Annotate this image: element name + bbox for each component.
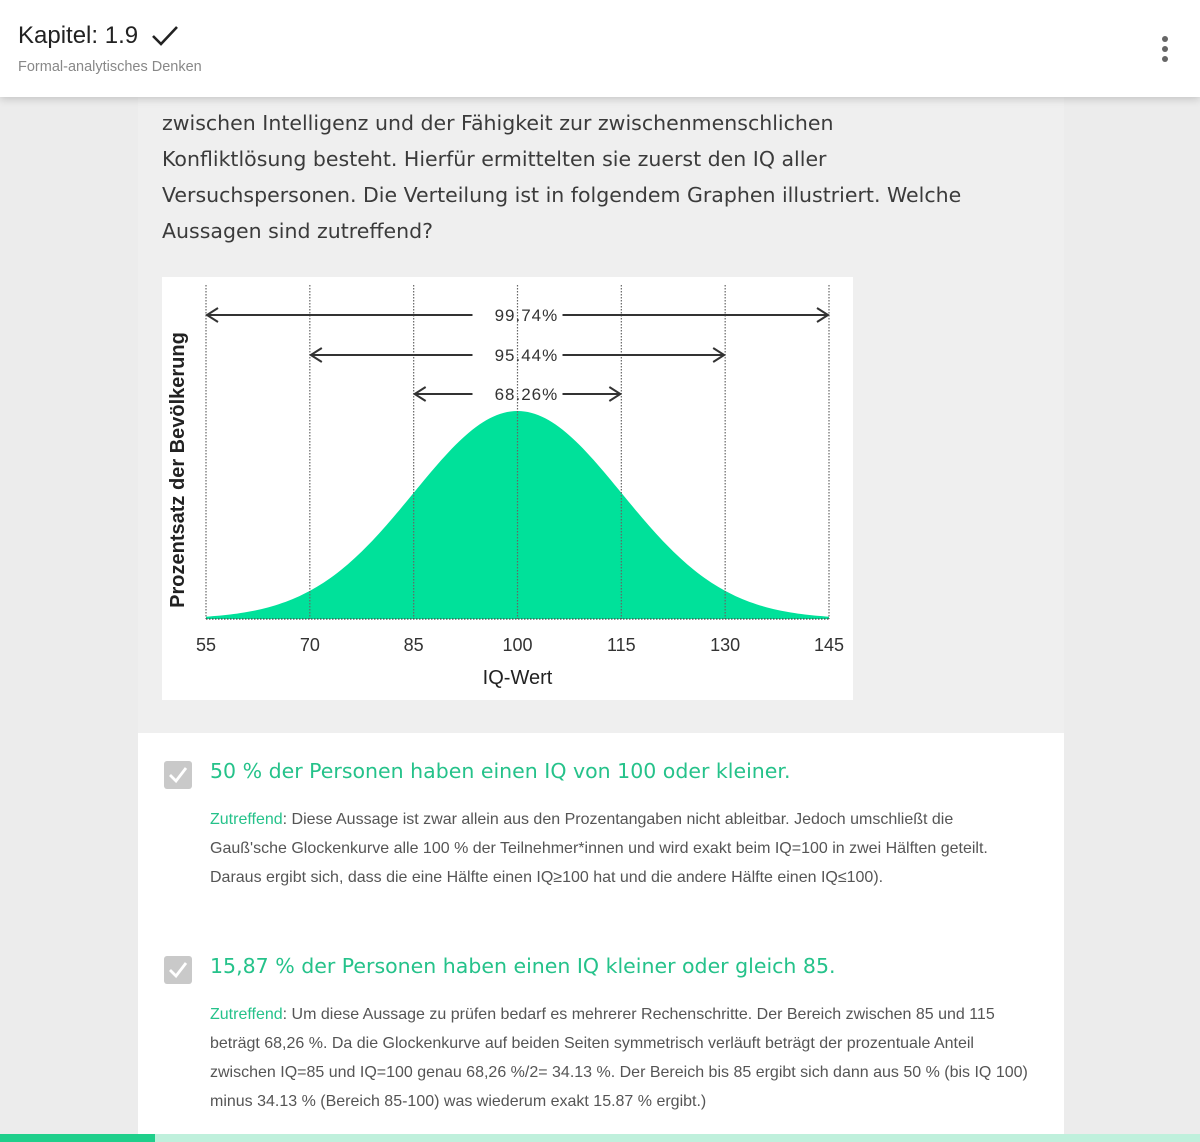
question-line: zwischen Intelligenz und der Fähigkeit zur zwischenmenschlichen [162,111,834,135]
question-line: Versuchspersonen. Die Verteilung ist in folgendem Graphen illustriert. Welche [162,183,962,207]
answers-panel [138,733,1064,1142]
progress-bar [0,1134,1200,1142]
answer-explanation [210,1000,1030,1116]
chapter-subtitle: Formal-analytisches Denken [18,59,202,75]
answer-explanation-text: : Diese Aussage ist zwar allein aus den Prozentangaben nicht ableitbar. Jedoch umschließt die Gauß'sche Glockenkurve alle 100 % der Teilnehmer*innen und wird exakt beim IQ=100 in zwei Hälften geteilt. Daraus ergibt sich, dass die eine Hälfte einen IQ≥100 hat und die andere Hälfte einen IQ≤100). [210,811,988,886]
x-axis-label: IQ-Wert [482,667,553,689]
x-tick-label: 130 [710,635,741,655]
x-tick-label: 55 [195,635,217,655]
answer-title: 15,87 % der Personen haben einen IQ kleiner oder gleich 85. [210,954,836,978]
progress-fill [0,1134,155,1142]
x-tick-label: 100 [502,635,533,655]
x-tick-label: 85 [403,635,424,655]
chapter-title-text: Kapitel: 1.9 [18,22,139,49]
app-header [0,0,1200,97]
x-tick-label: 145 [813,635,845,655]
answer-checkbox[interactable] [164,956,192,984]
answer-explanation-text: : Um diese Aussage zu prüfen bedarf es mehrerer Rechenschritte. Der Bereich zwischen 85 und 115 beträgt 68,26 %. Da die Glockenkurve auf beiden Seiten symmetrisch verläuft beträgt der prozentuale Anteil zwischen IQ=85 und IQ=100 genau 68,26 %/2= 34.13 %. Der Bereich bis 85 ergibt sich dann aus 50 % (bis IQ 100) minus 34.13 % (Bereich 85-100) was wiederum exakt 15.87 % ergibt.) [210,1006,1028,1110]
x-tick-label: 70 [299,635,320,655]
check-icon [150,24,180,48]
answer-title: 50 % der Personen haben einen IQ von 100 oder kleiner. [210,759,791,783]
checkbox-check-icon [167,764,189,786]
y-axis-label: Prozentsatz der Bevölkerung [167,332,189,608]
interval-label-right: .26% [515,385,559,404]
interval-label-left: 95 [494,346,516,365]
checkbox-check-icon [167,959,189,981]
chapter-title [18,22,180,50]
answer-explanation [210,805,1030,892]
answer-verdict: Zutreffend [210,1006,283,1023]
interval-label-right: .44% [515,346,559,365]
more-vert-icon[interactable] [1150,32,1180,66]
question-card [138,97,1064,1142]
question-line: Aussagen sind zutreffend? [162,219,433,243]
answer-checkbox[interactable] [164,761,192,789]
chart-svg [162,277,853,700]
question-text [162,105,1042,249]
interval-label-left: 68 [494,385,516,404]
question-line: Konfliktlösung besteht. Hierfür ermittelten sie zuerst den IQ aller [162,147,827,171]
answer-verdict: Zutreffend [210,811,283,828]
interval-label-right: .74% [515,306,559,325]
iq-distribution-chart [162,277,853,700]
x-tick-label: 115 [606,635,636,655]
interval-label-left: 99 [494,306,516,325]
